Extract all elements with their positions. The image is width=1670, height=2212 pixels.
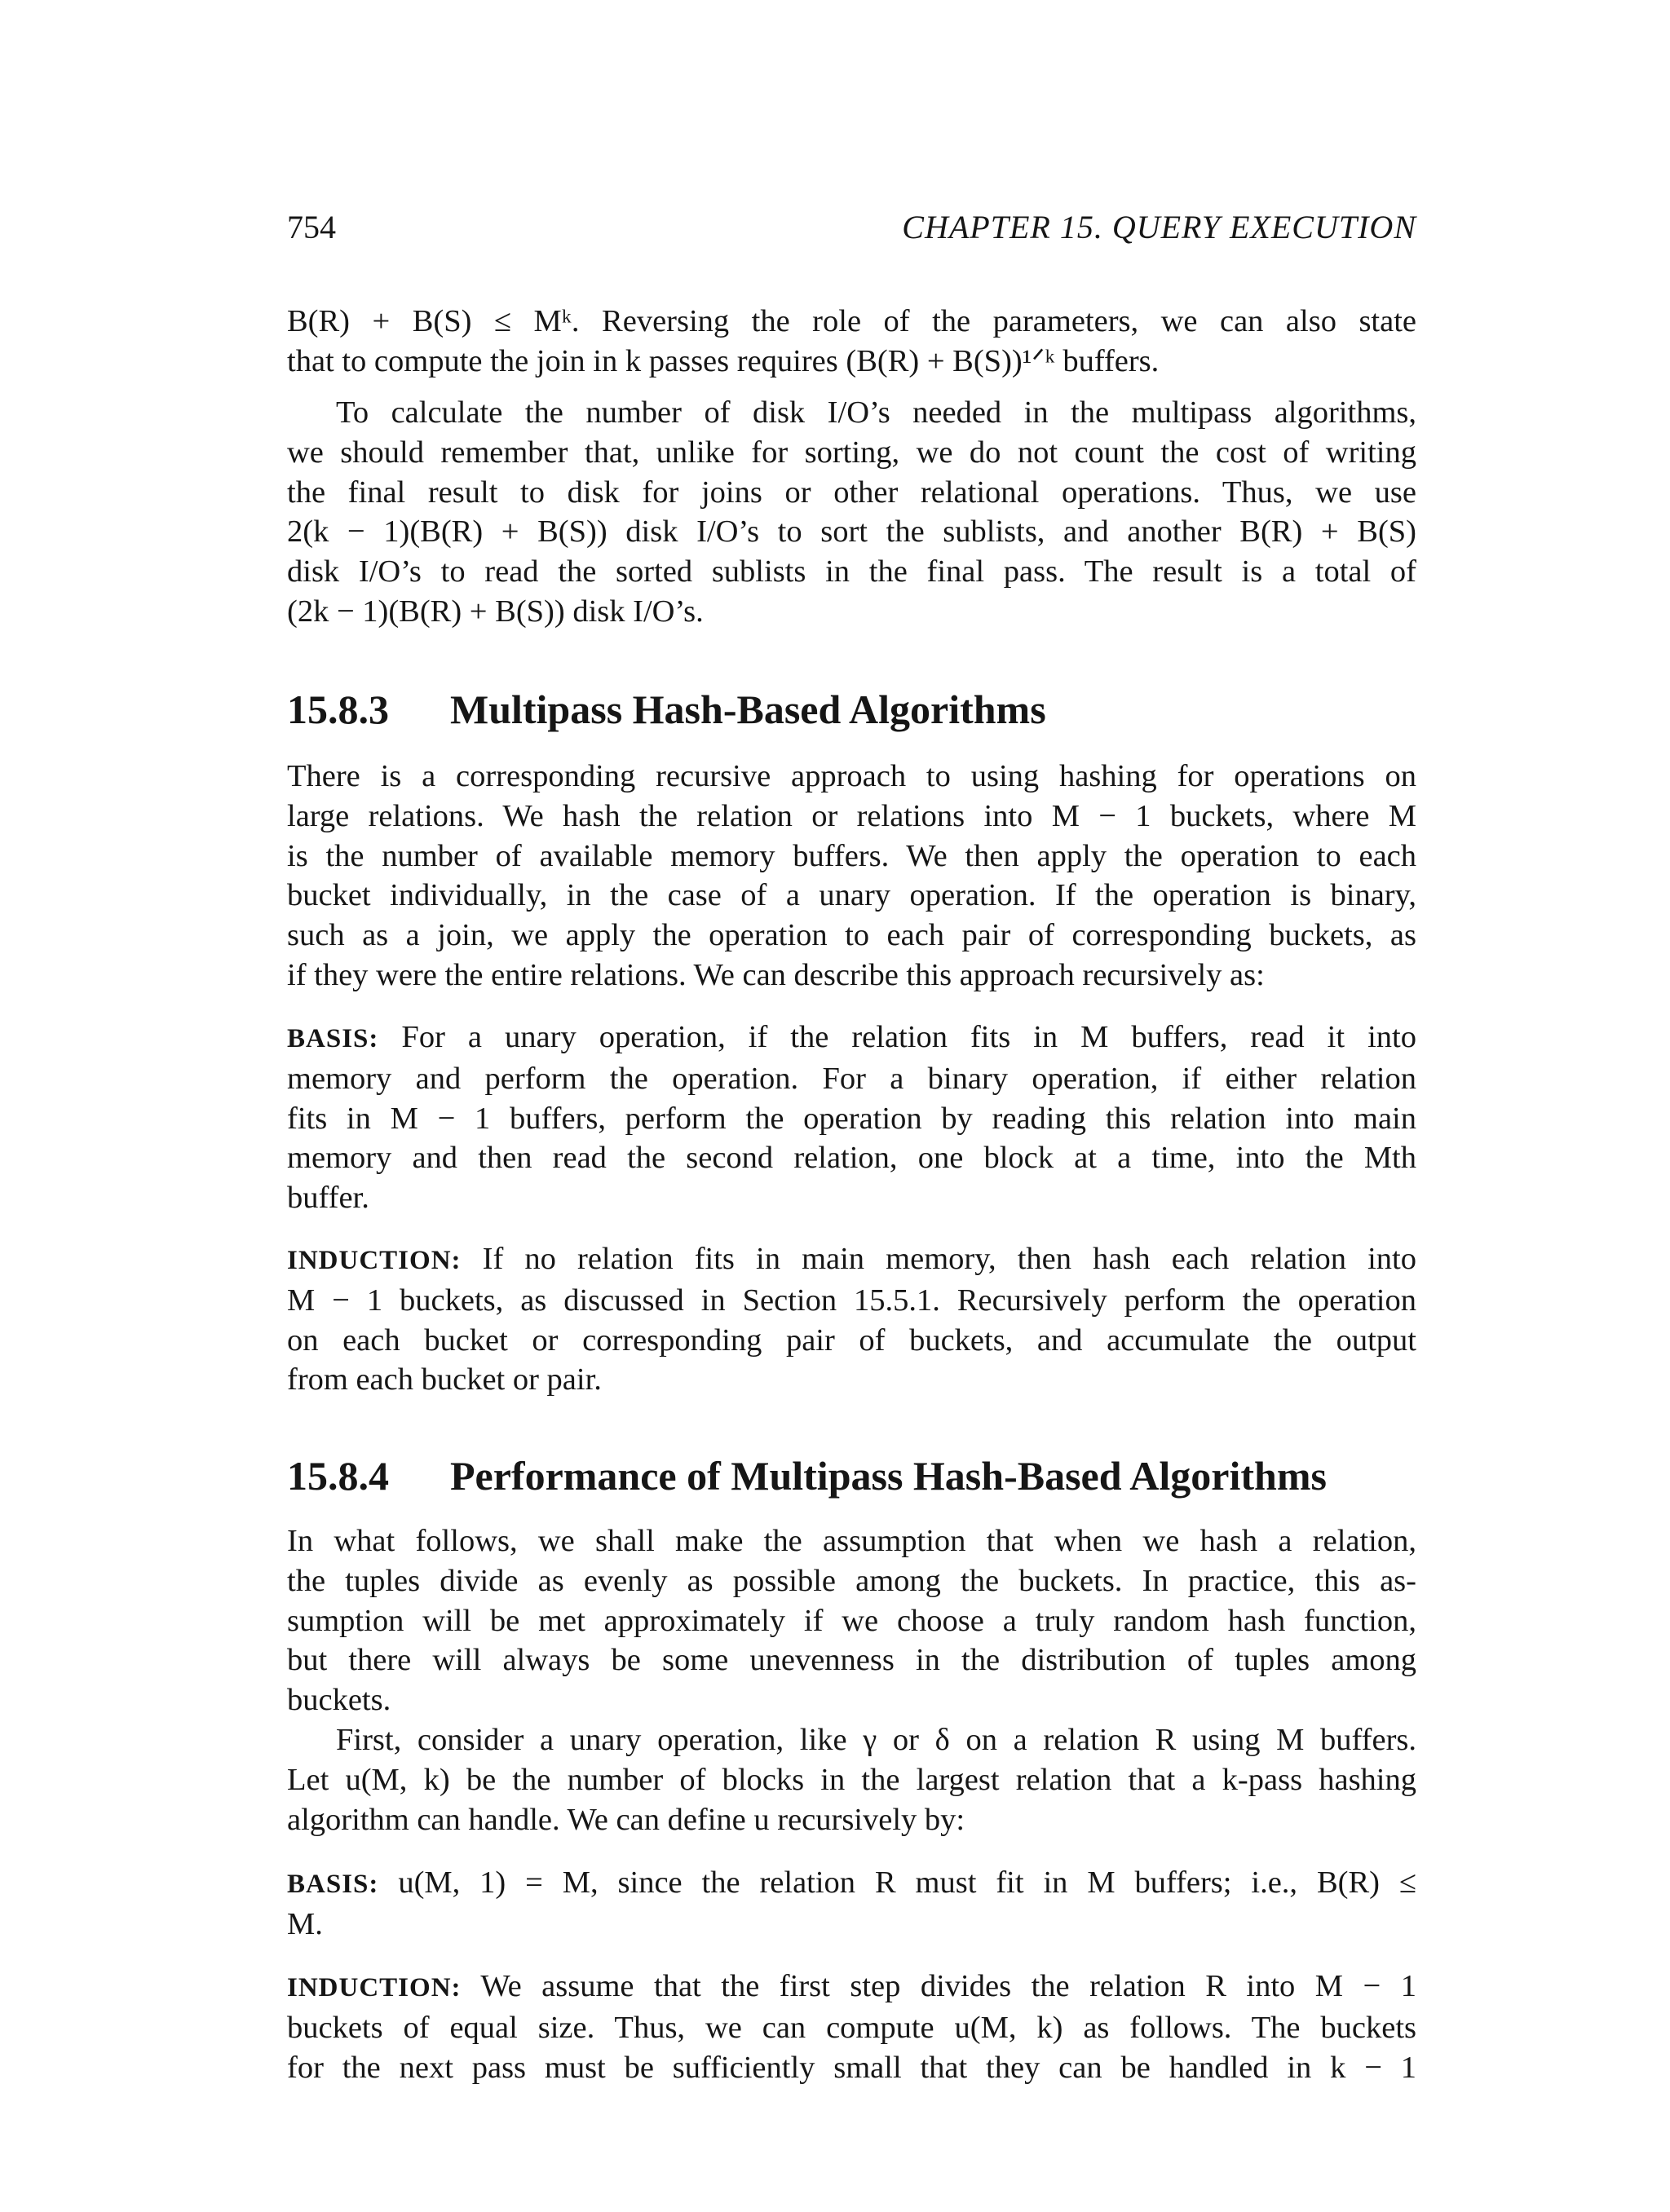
section-heading-15-8-3 (287, 685, 1416, 734)
text-line: (2k − 1)(B(R) + B(S)) disk I/O’s. (287, 594, 704, 629)
text-line: There is a corresponding recursive approach to using hashing for operations on (287, 759, 1416, 793)
section-number: 15.8.3 (287, 687, 389, 732)
text-line: BASIS: For a unary operation, if the relation fits in M buffers, read it into (287, 1020, 1416, 1054)
text-line: INDUCTION: We assume that the first step divides the relation R into M − 1 (287, 1969, 1416, 2003)
text-line: 2(k − 1)(B(R) + B(S)) disk I/O’s to sort the sublists, and another B(R) + B(S) (287, 514, 1416, 550)
page-number: 754 (287, 209, 336, 245)
text-line: large relations. We hash the relation or relations into M − 1 buckets, where M (287, 798, 1416, 833)
text-line: buckets of equal size. Thus, we can compute u(M, k) as follows. The buckets (287, 2010, 1416, 2045)
paragraph-join-passes (287, 302, 1416, 382)
text-line: we should remember that, unlike for sorting, we do not count the cost of writing (287, 435, 1416, 470)
text-line: buckets. (287, 1683, 391, 1718)
text-line: that to compute the join in k passes requires (B(R) + B(S))¹ᐟᵏ buffers. (287, 343, 1160, 378)
text-line: from each bucket or pair. (287, 1362, 602, 1397)
section-title: Multipass Hash-Based Algorithms (450, 687, 1046, 732)
text-line: INDUCTION: If no relation fits in main memory, then hash each relation into (287, 1242, 1417, 1276)
text-line: such as a join, we apply the operation to each pair of corresponding buckets, as (287, 918, 1416, 953)
text-line: on each bucket or corresponding pair of buckets, and accumulate the output (287, 1322, 1416, 1358)
text-line: First, consider a unary operation, like γ or δ on a relation R using M buffers. (336, 1723, 1416, 1757)
paragraph-unary-operation (287, 1720, 1416, 1839)
text-line: but there will always be some unevenness in the distribution of tuples among (287, 1643, 1416, 1678)
text-line: BASIS: u(M, 1) = M, since the relation R must fit in M buffers; i.e., B(R) ≤ (287, 1865, 1417, 1900)
text-line: if they were the entire relations. We can describe this approach recursively as: (287, 957, 1265, 992)
text-line: M. (287, 1906, 323, 1941)
induction-paragraph (287, 1967, 1416, 2087)
text-line: algorithm can handle. We can define u recursively by: (287, 1802, 965, 1837)
basis-label: BASIS: (287, 1024, 379, 1053)
paragraph-even-distribution (287, 1521, 1416, 1720)
section-heading-15-8-4 (287, 1451, 1416, 1500)
text-line: for the next pass must be sufficiently small that they can be handled in k − 1 (287, 2050, 1416, 2085)
text-line: memory and then read the second relation, one block at a time, into the Mth (287, 1141, 1416, 1176)
basis-paragraph (287, 1863, 1416, 1945)
text-line: disk I/O’s to read the sorted sublists in the final pass. The result is a total of (287, 554, 1416, 589)
section-title: Performance of Multipass Hash-Based Algorithms (450, 1453, 1327, 1499)
text-line: the final result to disk for joins or other relational operations. Thus, we use (287, 475, 1416, 510)
basis-label: BASIS: (287, 1870, 379, 1899)
running-header (287, 207, 1416, 248)
text-line: the tuples divide as evenly as possible among the buckets. In practice, this as- (287, 1563, 1416, 1598)
text-line: To calculate the number of disk I/O’s needed in the multipass algorithms, (336, 395, 1416, 430)
induction-label: INDUCTION: (287, 1246, 462, 1275)
induction-paragraph (287, 1239, 1416, 1400)
induction-label: INDUCTION: (287, 1973, 462, 2002)
chapter-title: CHAPTER 15. QUERY EXECUTION (902, 209, 1416, 245)
text-line: In what follows, we shall make the assumption that when we hash a relation, (287, 1524, 1416, 1558)
text-line: sumption will be met approximately if we choose a truly random hash function, (287, 1603, 1416, 1638)
text-line: Let u(M, k) be the number of blocks in the largest relation that a k-pass hashing (287, 1762, 1416, 1797)
text-line: B(R) + B(S) ≤ Mᵏ. Reversing the role of the parameters, we can also state (287, 304, 1416, 338)
text-line: bucket individually, in the case of a unary operation. If the operation is binary, (287, 878, 1416, 913)
basis-paragraph (287, 1018, 1416, 1218)
text-line: is the number of available memory buffers. We then apply the operation to each (287, 838, 1416, 873)
section-number: 15.8.4 (287, 1453, 389, 1499)
text-line: M − 1 buckets, as discussed in Section 15.5.1. Recursively perform the operation (287, 1283, 1416, 1318)
document-page (287, 0, 1416, 2212)
text-line: buffer. (287, 1181, 369, 1216)
text-line: fits in M − 1 buffers, perform the operation by reading this relation into main (287, 1101, 1416, 1136)
paragraph-hash-intro (287, 757, 1416, 996)
text-line: memory and perform the operation. For a binary operation, if either relation (287, 1061, 1416, 1096)
paragraph-disk-io (287, 393, 1416, 632)
